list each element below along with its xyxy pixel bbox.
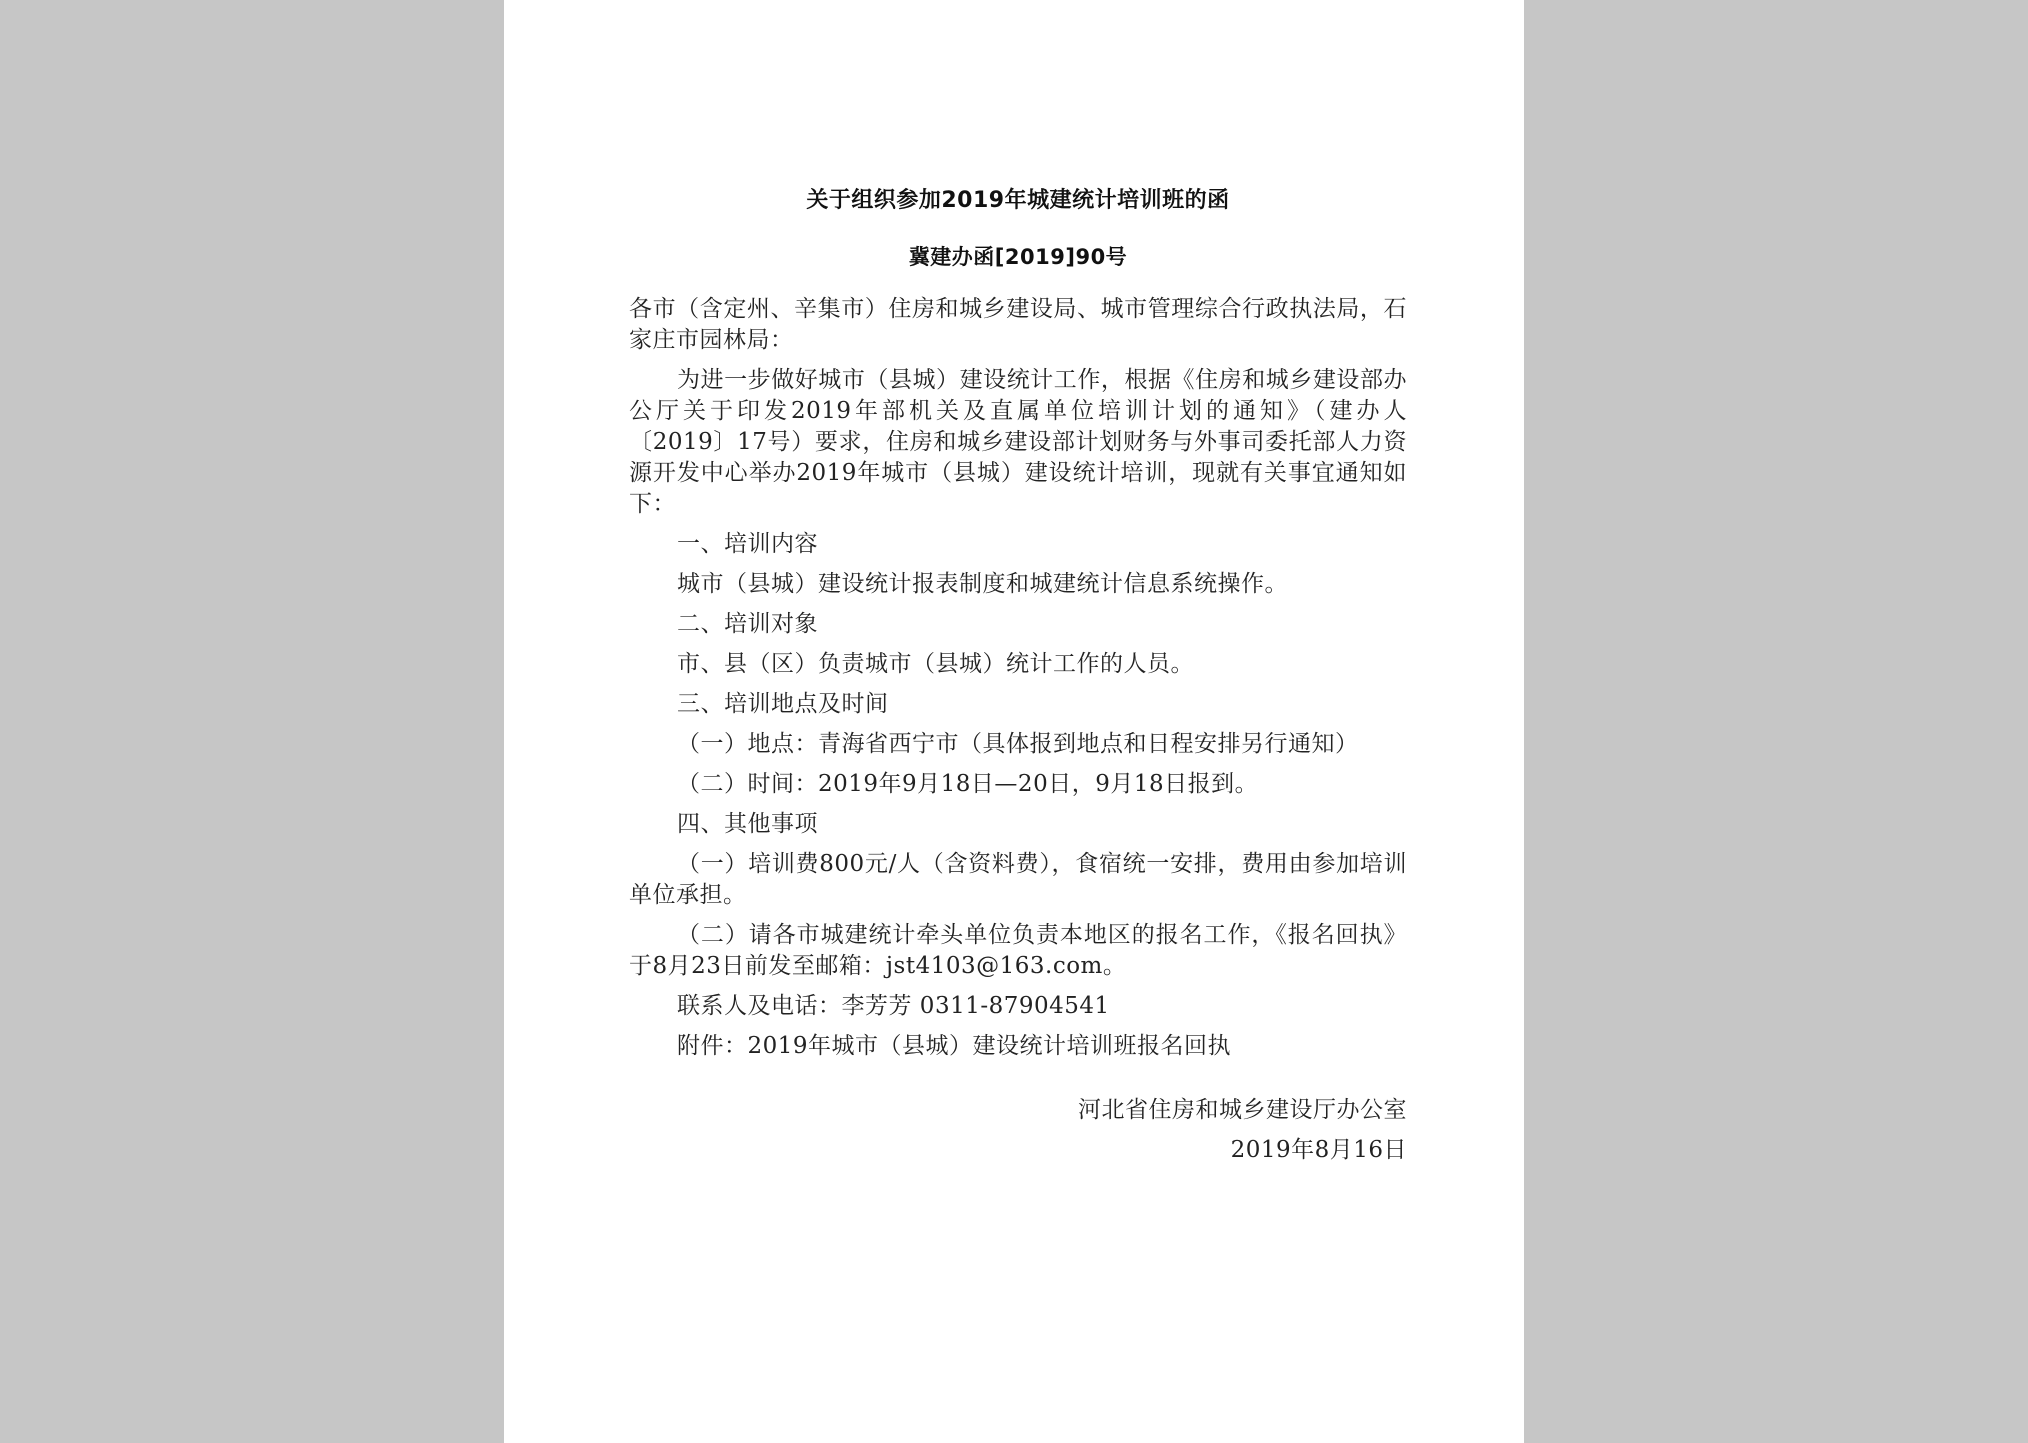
intro-paragraph: 为进一步做好城市（县城）建设统计工作，根据《住房和城乡建设部办公厅关于印发2019年部机关及直属单位培训计划的通知》（建办人〔2019〕17号）要求，住房和城乡建设部计划财务与外事司委托部人力资源开发中心举办2019年城市（县城）建设统计培训，现就有关事宜通知如下： <box>629 367 1407 517</box>
document-body <box>629 180 1407 1166</box>
section-heading-other: 四、其他事项 <box>677 811 818 837</box>
contact-line: 联系人及电话：李芳芳 0311-87904541 <box>677 993 1110 1019</box>
issue-date: 2019年8月16日 <box>1230 1137 1407 1163</box>
section-item-registration: （二）请各市城建统计牵头单位负责本地区的报名工作，《报名回执》于8月23日前发至邮箱：jst4103@163.com。 <box>629 922 1407 979</box>
section-item-fee: （一）培训费800元/人（含资料费），食宿统一安排，费用由参加培训单位承担。 <box>629 851 1407 908</box>
section-item-time: （二）时间：2019年9月18日—20日，9月18日报到。 <box>677 771 1259 797</box>
section-heading-audience: 二、培训对象 <box>677 611 818 637</box>
document-number: 冀建办函[2019]90号 <box>908 245 1128 269</box>
addressee: 各市（含定州、辛集市）住房和城乡建设局、城市管理综合行政执法局，石家庄市园林局： <box>629 296 1407 353</box>
section-body-audience: 市、县（区）负责城市（县城）统计工作的人员。 <box>677 651 1194 677</box>
document-page <box>504 0 1524 1443</box>
section-body-content: 城市（县城）建设统计报表制度和城建统计信息系统操作。 <box>677 571 1288 597</box>
attachment-line: 附件：2019年城市（县城）建设统计培训班报名回执 <box>677 1033 1232 1059</box>
section-heading-content: 一、培训内容 <box>677 531 818 557</box>
section-heading-location-time: 三、培训地点及时间 <box>677 691 889 717</box>
section-item-location: （一）地点：青海省西宁市（具体报到地点和日程安排另行通知） <box>677 731 1359 757</box>
document-title: 关于组织参加2019年城建统计培训班的函 <box>806 188 1230 213</box>
issuer-signature: 河北省住房和城乡建设厅办公室 <box>1078 1097 1407 1123</box>
